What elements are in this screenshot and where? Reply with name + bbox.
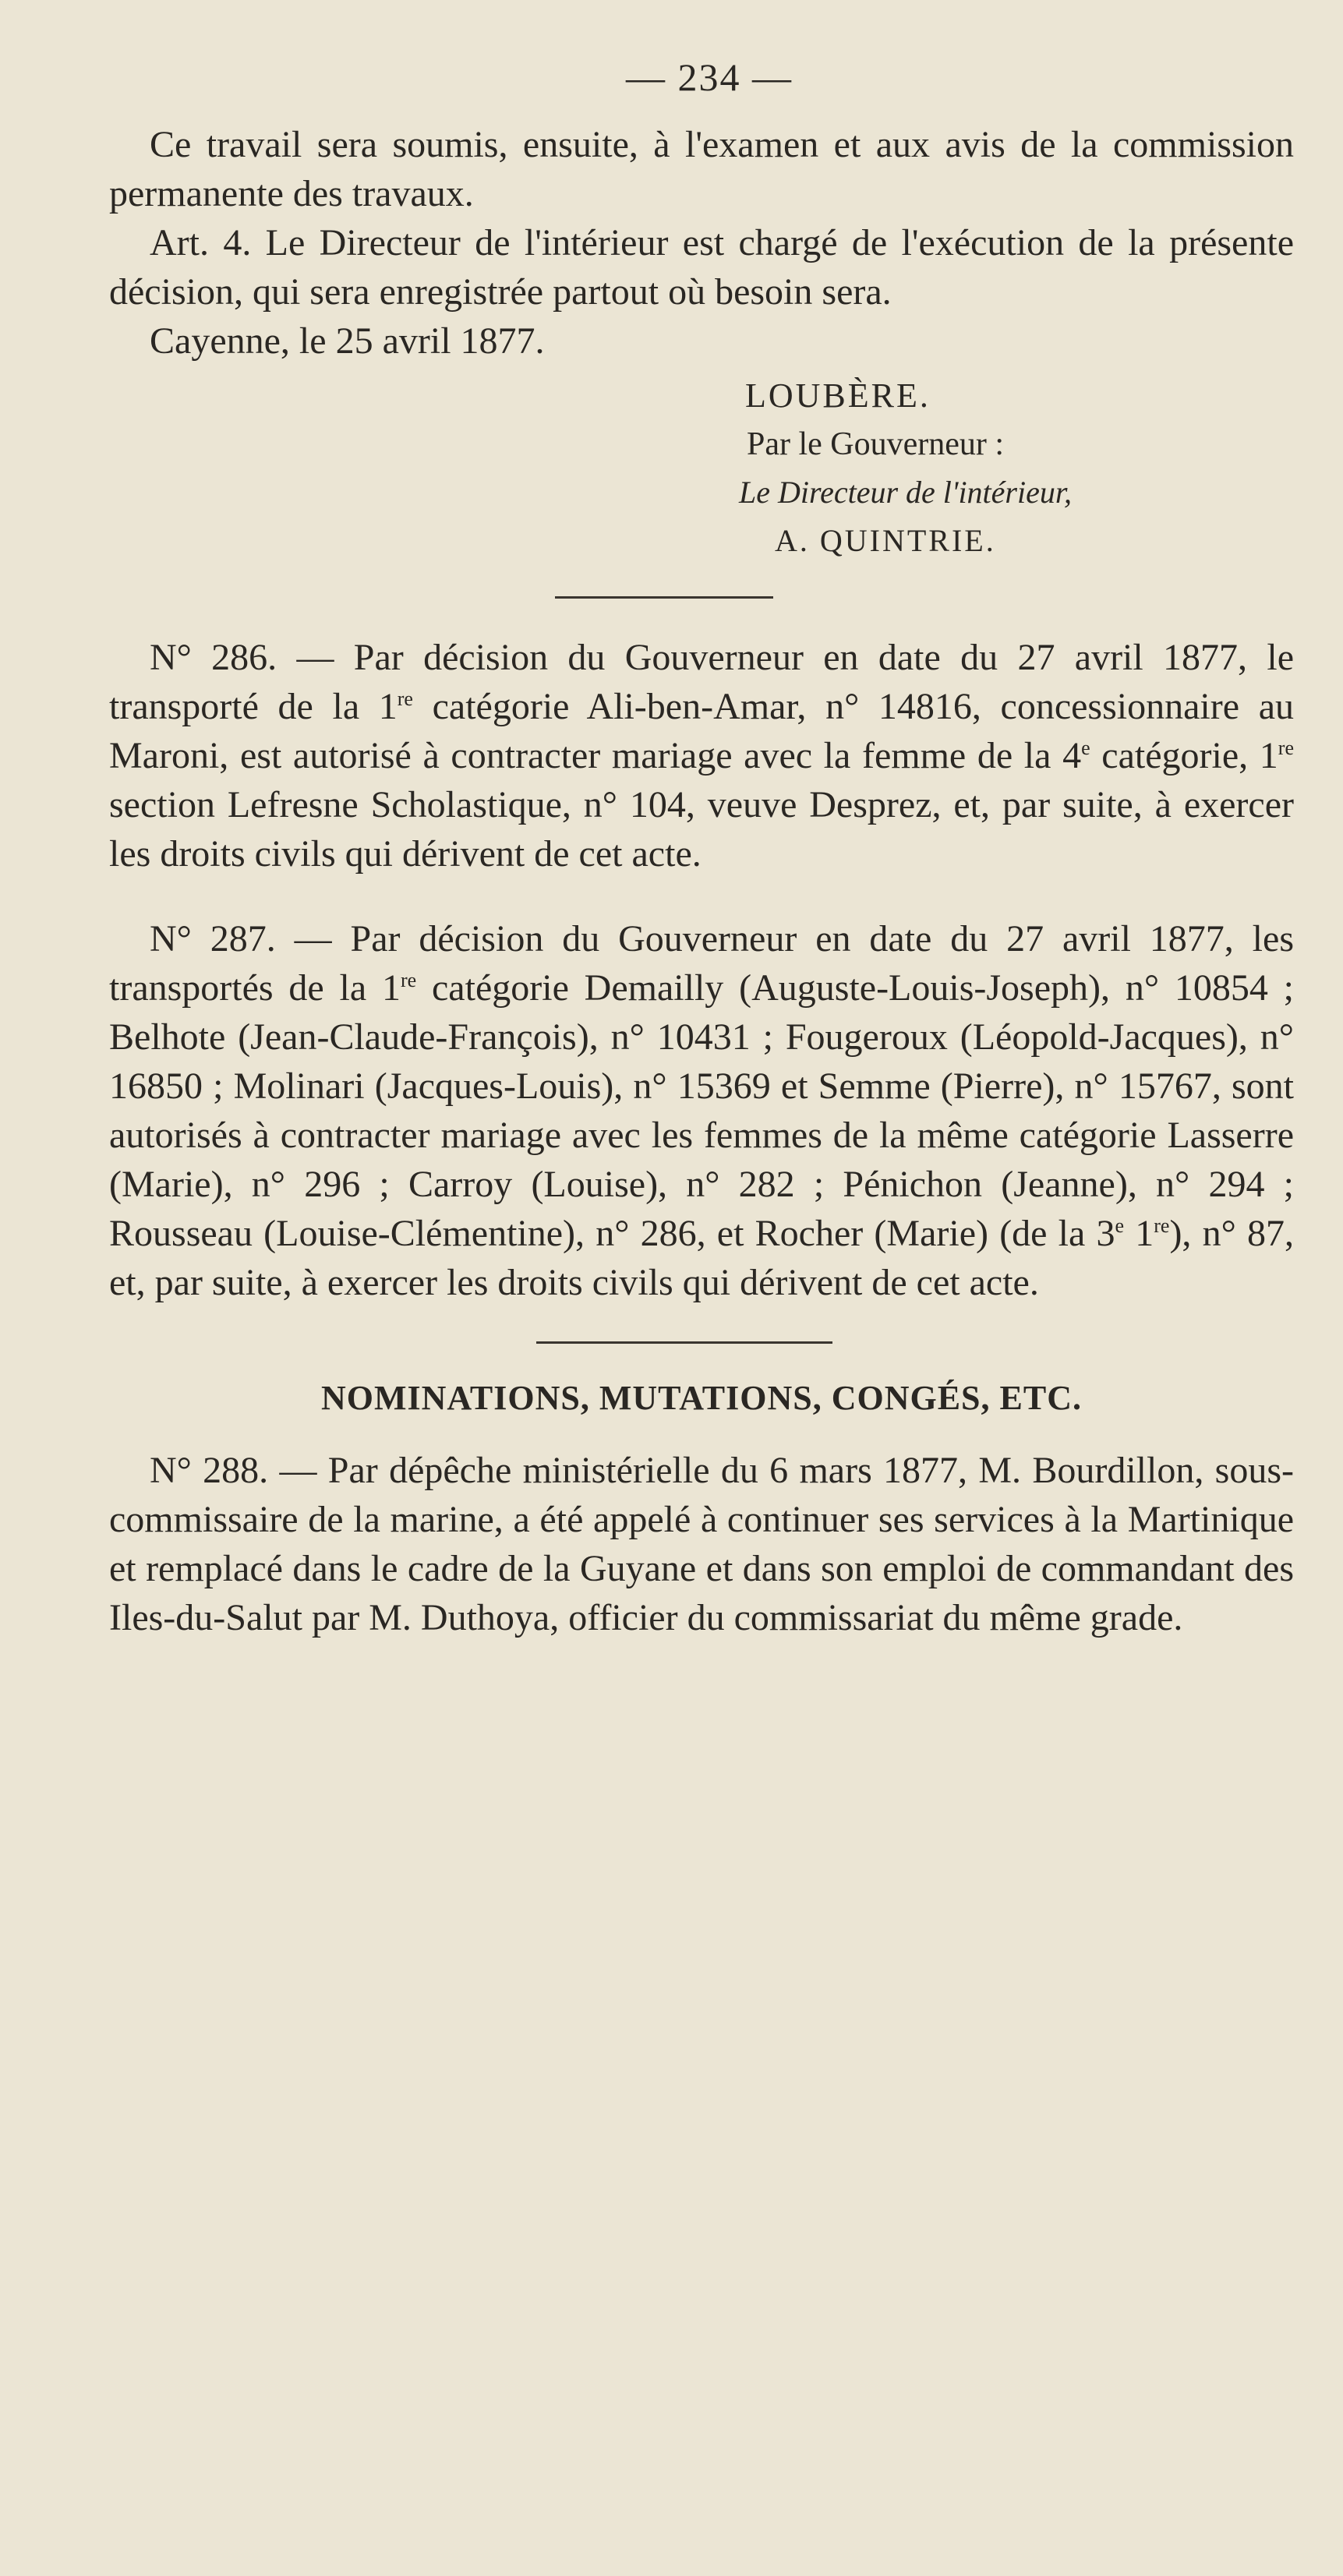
decision-286-lead: N° 286. — Par décision du Gouverneur en date du 27 avril 1877, le transporté de la 1	[109, 637, 1294, 727]
article-4-paragraph: Art. 4. Le Directeur de l'intérieur est chargé de l'exécution de la présente décision, qui sera enregistrée partout où besoin sera.	[109, 222, 1294, 313]
decision-287-text: catégorie Demailly (Auguste-Louis-Joseph), n° 10854 ; Belhote (Jean-Claude-François), n° 10431 ; Fougeroux (Léopold-Jacques), n° 16850 ; Molinari (Jacques-Louis), n° 15369 et Semme (Pierre), n° 15767, sont autorisés à contracter mariage avec les femmes de la même catégorie Lasserre (Marie), n° 296 ; Carroy (Louise), n° 282 ; Pénichon (Jeanne), n° 294 ; Rousseau (Louise-Clémentine), n° 286, et Rocher (Marie) (de la 3	[109, 967, 1294, 1254]
superscript: re	[1278, 737, 1294, 759]
decision-287-lead: N° 287. — Par décision du Gouverneur en date du 27 avril 1877, les transportés de la 1	[109, 918, 1294, 1009]
decision-287-text: 1	[1124, 1213, 1154, 1254]
signature-by-line: Par le Gouverneur :	[747, 426, 1005, 462]
decision-286-text: catégorie Ali-ben-Amar, n° 14816, concessionnaire au Maroni, est autorisé à contracter mariage avec la femme de la 4	[109, 686, 1294, 776]
divider-rule	[555, 596, 773, 599]
signatory-name: LOUBÈRE.	[745, 376, 931, 415]
divider-rule	[536, 1341, 832, 1344]
superscript: re	[400, 969, 417, 991]
place-date: Cayenne, le 25 avril 1877.	[150, 320, 545, 362]
signatory-role: Le Directeur de l'intérieur,	[739, 475, 1072, 510]
signature-block	[109, 372, 1294, 565]
page-number: — 234 —	[626, 55, 793, 99]
section-heading: NOMINATIONS, MUTATIONS, CONGÉS, ETC.	[320, 1379, 1082, 1417]
paragraph-gap	[109, 878, 1294, 914]
document-page	[109, 55, 1294, 1642]
superscript: re	[1154, 1214, 1170, 1237]
decision-287	[109, 914, 1294, 1307]
decision-286	[109, 633, 1294, 878]
decision-286-text: section Lefresne Scholastique, n° 104, veuve Desprez, et, par suite, à exercer les droits civils qui dérivent de cet acte.	[109, 784, 1294, 875]
decision-287-text: ), n° 87, et, par suite, à exercer les droits civils qui dérivent de cet acte.	[109, 1213, 1294, 1303]
superscript: re	[397, 687, 413, 710]
superscript: e	[1081, 737, 1090, 759]
decision-286-text: catégorie, 1	[1090, 735, 1278, 776]
superscript: e	[1115, 1214, 1125, 1237]
countersignatory-name: A. QUINTRIE.	[775, 523, 996, 558]
decision-288: N° 288. — Par dépêche ministérielle du 6 mars 1877, M. Bourdillon, sous-commissaire de la marine, a été appelé à continuer ses services à la Martinique et remplacé dans le cadre de la Guyane et dans son emploi de commandant des Iles-du-Salut par M. Duthoya, officier du commissariat du même grade.	[109, 1450, 1294, 1638]
intro-paragraph: Ce travail sera soumis, ensuite, à l'examen et aux avis de la commission permanente des travaux.	[109, 124, 1294, 214]
